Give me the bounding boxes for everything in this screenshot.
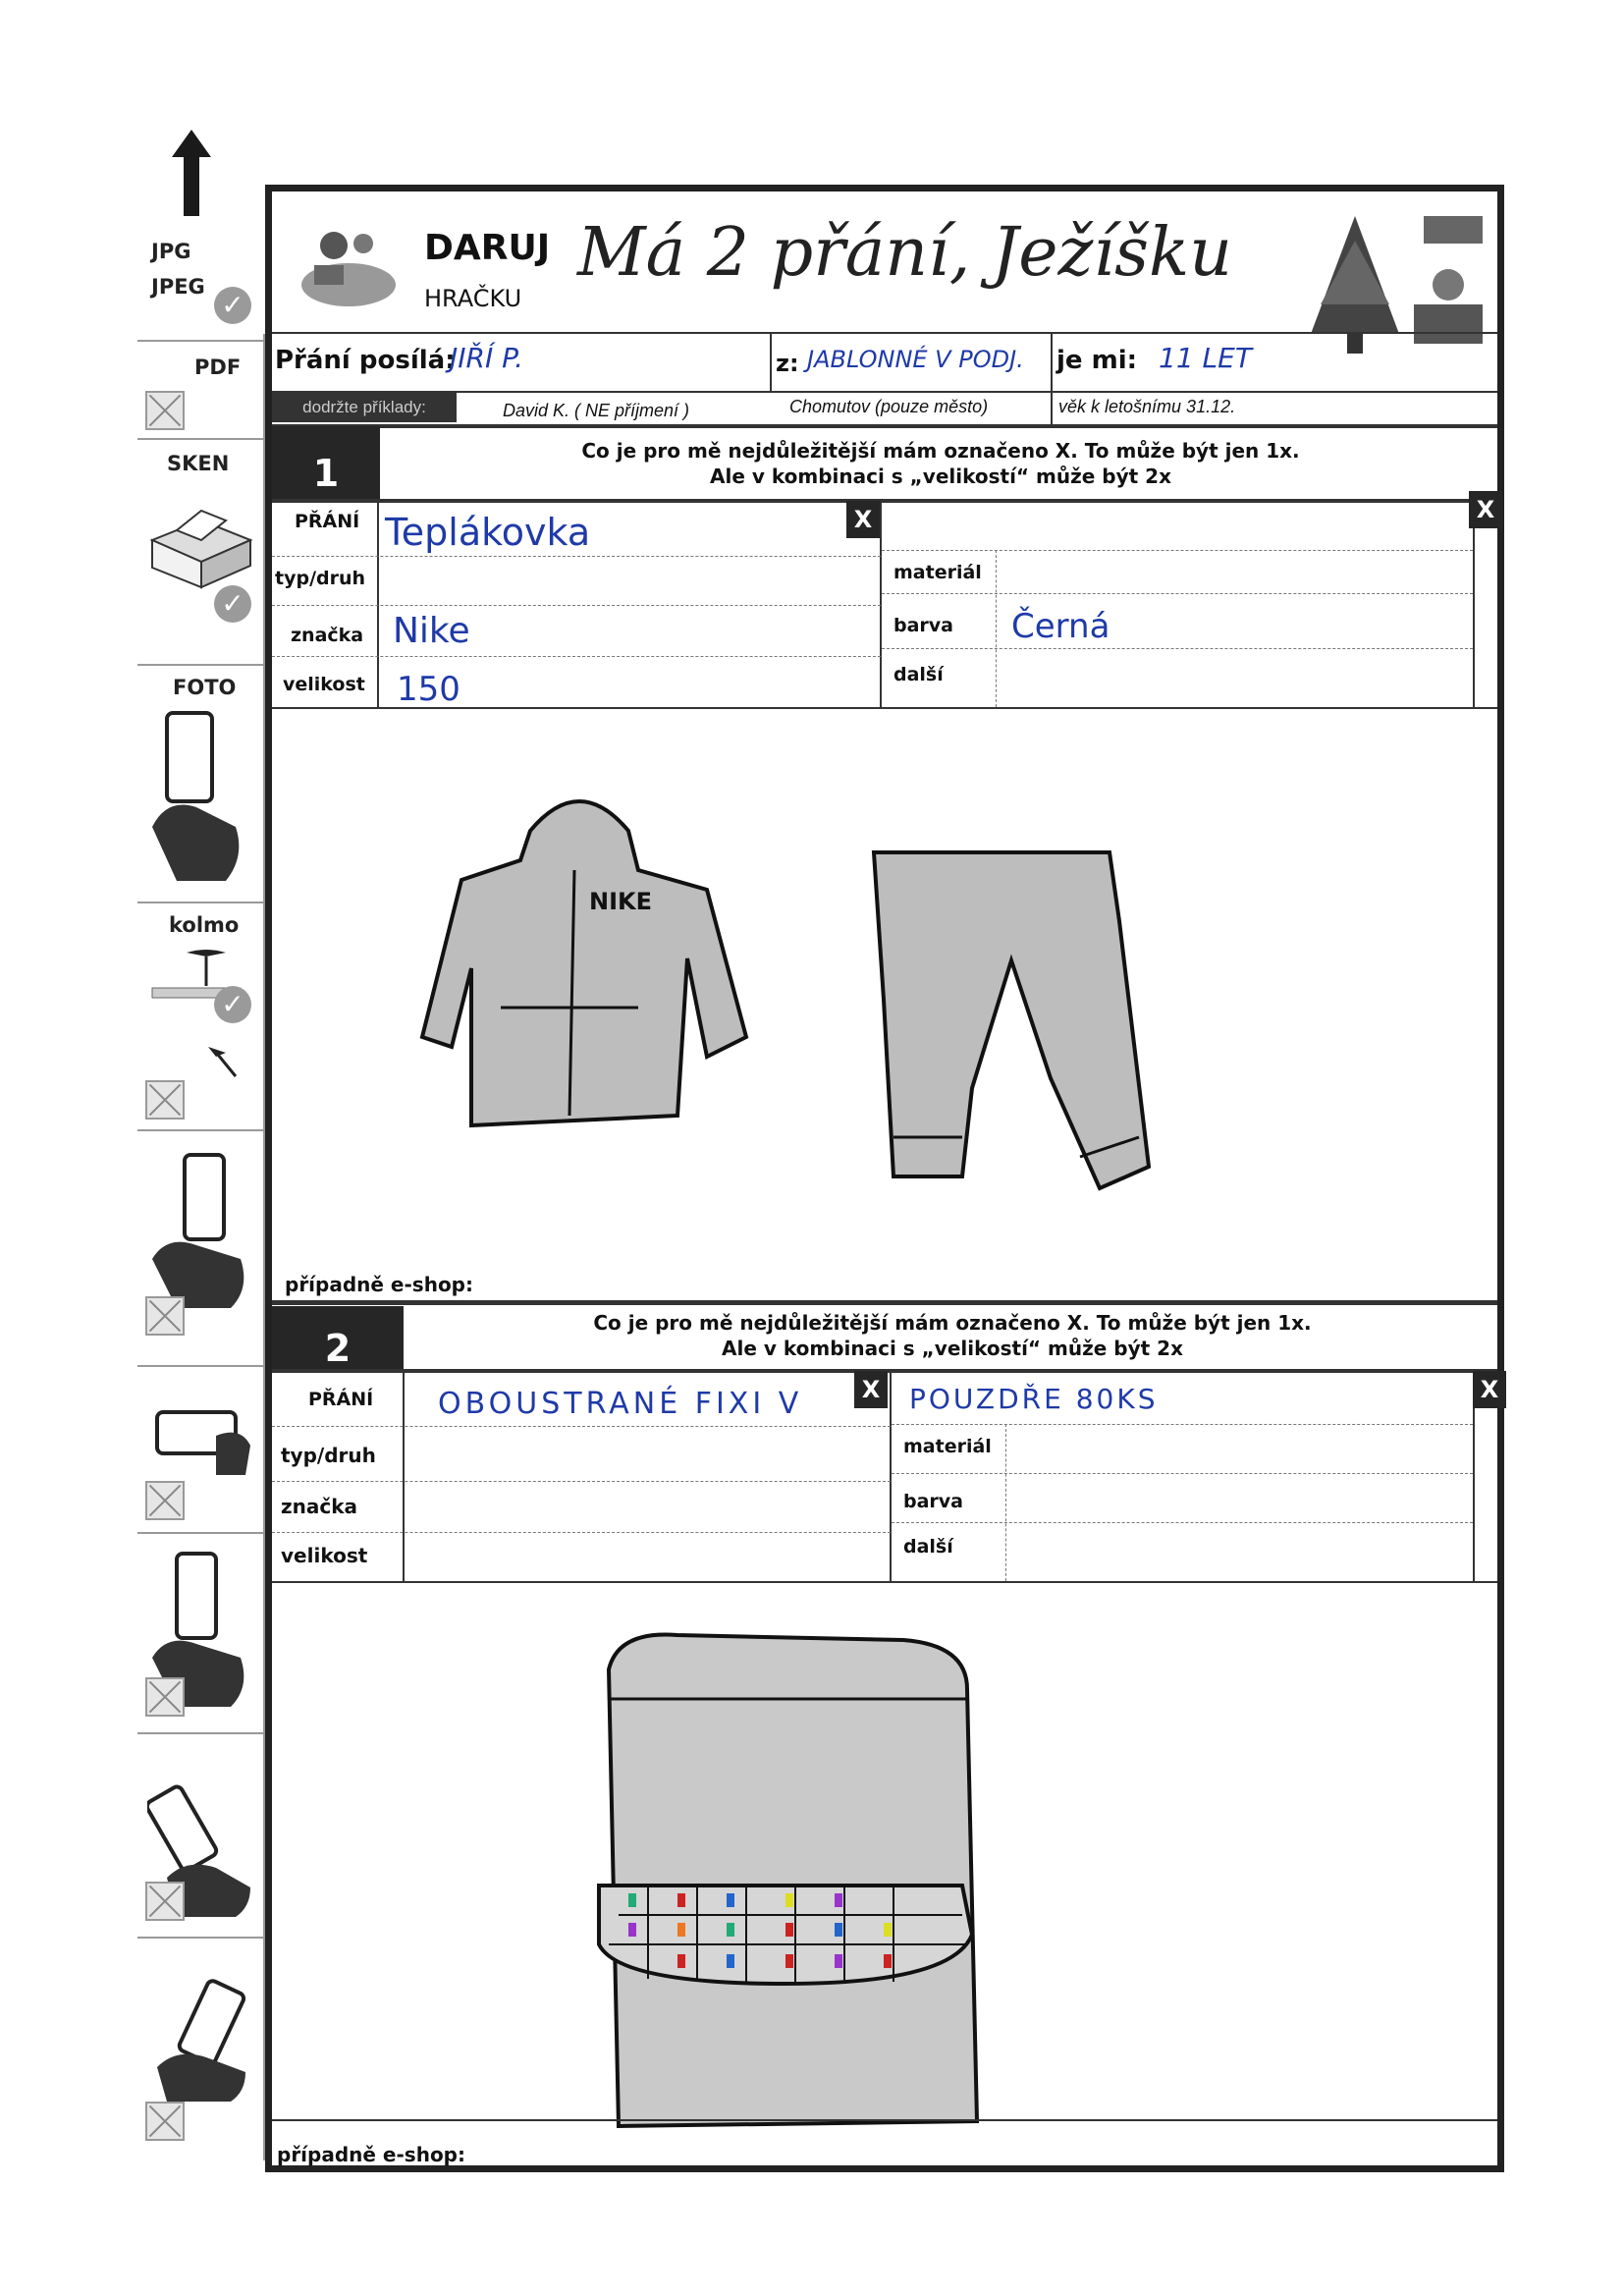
age-label: je mi: — [1056, 346, 1137, 375]
format-scan-label: SKEN — [167, 452, 230, 475]
tilted-cross-icon — [145, 1882, 185, 1921]
scanner-icon — [147, 491, 255, 589]
format-perpendicular-label: kolmo — [169, 913, 240, 937]
wish2-size-label: velikost — [281, 1544, 368, 1567]
wish1-jacket-drawing — [412, 762, 756, 1135]
jpg-check-icon: ✓ — [214, 287, 251, 324]
tilted-cross-icon-2 — [145, 2102, 185, 2141]
wish2-instruction-line2: Ale v kombinaci s „velikostí“ může být 2x — [722, 1337, 1183, 1360]
wish1-wish-value[interactable]: Teplákovka — [385, 511, 591, 554]
angled-cross-icon — [145, 1080, 185, 1120]
pdf-cross-icon — [145, 391, 185, 430]
phone-hand-icon — [147, 709, 255, 886]
sender-label: Přání posílá: — [275, 346, 456, 375]
wish2-wish-value[interactable]: OBOUSTRANÉ FIXI V — [438, 1387, 803, 1421]
logo-top-text: DARUJ — [424, 228, 551, 268]
wish2-instruction — [405, 1310, 1500, 1361]
wish2-type-label: typ/druh — [281, 1444, 376, 1467]
wish1-color-label: barva — [893, 615, 953, 636]
wish1-instruction-line1: Co je pro mě nejdůležitější mám označeno X. To může být jen 1x. — [581, 439, 1300, 463]
example-label: dodržte příklady: — [272, 393, 457, 422]
phone-tilted-icon-2 — [147, 1974, 255, 2102]
wish2-wish-value-continued[interactable]: POUZDŘE 80KS — [909, 1383, 1159, 1415]
format-photo-label: FOTO — [173, 676, 237, 699]
wish1-material-label: materiál — [893, 562, 982, 583]
wish1-size-value[interactable]: 150 — [397, 670, 460, 709]
phone-cross-icon — [145, 1296, 185, 1336]
wish1-priority-x[interactable]: X — [846, 501, 880, 538]
wish2-instruction-line1: Co je pro mě nejdůležitější mám označeno X. To může být jen 1x. — [593, 1311, 1312, 1335]
example-age: věk k letošnímu 31.12. — [1058, 397, 1236, 416]
format-pdf-label: PDF — [194, 355, 242, 379]
page-title: Má 2 přání, Ježíšku — [577, 214, 1232, 292]
wish1-wish-label: PŘÁNÍ — [295, 511, 360, 532]
wish1-brand-label: značka — [291, 625, 364, 646]
wish2-eshop-label: případně e-shop: — [277, 2143, 465, 2166]
wish2-priority-x-right[interactable]: X — [1473, 1371, 1506, 1408]
wish2-number: 2 — [272, 1306, 404, 1371]
christmas-tree-illustration — [1276, 206, 1492, 363]
wish1-eshop-label: případně e-shop: — [285, 1273, 473, 1296]
logo-toys-icon — [295, 216, 412, 314]
wish2-wish-label: PŘÁNÍ — [308, 1389, 374, 1410]
wish1-type-label: typ/druh — [275, 568, 366, 589]
landscape-cross-icon — [145, 1481, 185, 1520]
scan-check-icon: ✓ — [214, 585, 251, 623]
sender-name-value[interactable]: JIŘÍ P. — [450, 342, 524, 374]
wish2-pencil-case-drawing — [589, 1630, 982, 2141]
wish1-color-value[interactable]: Černá — [1011, 607, 1110, 646]
wish1-instruction-line2: Ale v kombinaci s „velikostí“ může být 2x — [710, 465, 1171, 488]
perpendicular-check-icon: ✓ — [214, 986, 251, 1023]
example-city: Chomutov (pouze město) — [789, 397, 989, 416]
upload-arrow-icon — [172, 130, 211, 218]
wish1-size-label: velikost — [283, 674, 365, 695]
city-value[interactable]: JABLONNÉ V PODJ. — [807, 346, 1024, 373]
wish2-color-label: barva — [903, 1491, 963, 1512]
wish2-material-label: materiál — [903, 1436, 992, 1457]
wish2-priority-x[interactable]: X — [854, 1371, 888, 1408]
wish1-brand-value[interactable]: Nike — [393, 611, 470, 651]
wish1-priority-x-right[interactable]: X — [1469, 491, 1502, 528]
wish1-other-label: další — [893, 664, 944, 685]
wish2-brand-label: značka — [281, 1495, 358, 1518]
phone-landscape-icon — [147, 1406, 255, 1485]
format-jpg-label: JPG — [151, 240, 191, 263]
example-name: David K. ( NE příjmení ) — [503, 401, 690, 420]
phone-cross-icon-2 — [145, 1677, 185, 1717]
wish1-instruction — [381, 438, 1500, 489]
wish1-trousers-drawing — [854, 843, 1178, 1206]
age-value[interactable]: 11 LET — [1159, 342, 1252, 374]
format-jpeg-label: JPEG — [151, 275, 205, 299]
phone-hand-icon-2 — [147, 1151, 255, 1308]
city-label: z: — [776, 350, 799, 377]
wish2-other-label: další — [903, 1536, 953, 1558]
svg-text:NIKE: NIKE — [589, 888, 653, 915]
logo-bottom-text: HRAČKU — [424, 285, 522, 312]
wish1-number: 1 — [272, 426, 380, 501]
